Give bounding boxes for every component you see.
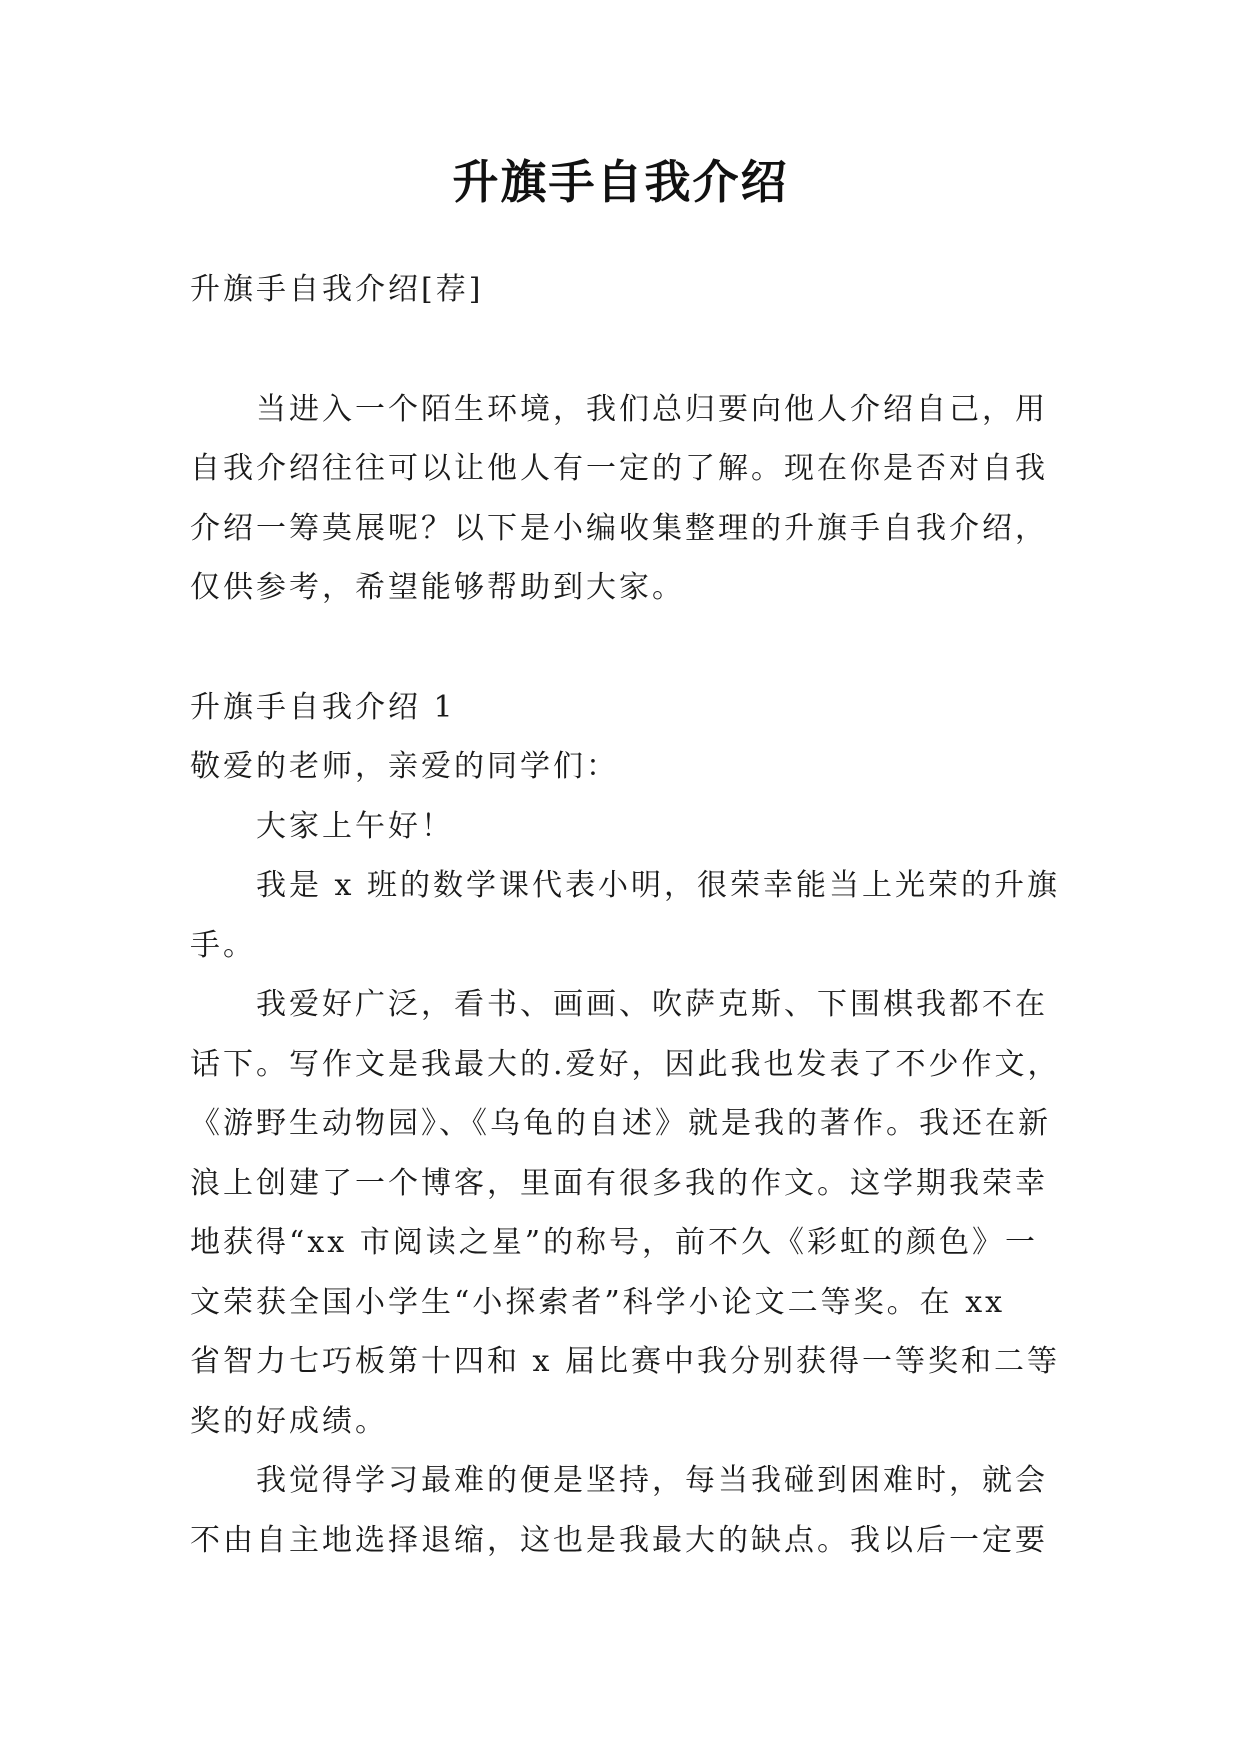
greeting: 大家上午好！: [256, 808, 454, 844]
paragraph-3: [190, 1451, 1070, 1570]
paragraph-1: [190, 856, 1070, 975]
paragraph-line: 浪上创建了一个博客，里面有很多我的作文。这学期我荣幸: [190, 1165, 1048, 1201]
paragraph-line: 仅供参考，希望能够帮助到大家。: [190, 570, 685, 605]
paragraph-line: 话下。写作文是我最大的.爱好，因此我也发表了不少作文，: [190, 1046, 1061, 1082]
paragraph-line: 《游野生动物园》、《乌龟的自述》就是我的著作。我还在新: [190, 1106, 1051, 1141]
paragraph-line: 我是 x 班的数学课代表小明，很荣幸能当上光荣的升旗: [256, 868, 1060, 903]
paragraph-line: 自我介绍往往可以让他人有一定的了解。现在你是否对自我: [190, 451, 1048, 486]
paragraph-line: 文荣获全国小学生“小探索者”科学小论文二等奖。在 xx: [190, 1284, 1006, 1320]
paragraph-line: 省智力七巧板第十四和 x 届比赛中我分别获得一等奖和二等: [190, 1344, 1060, 1379]
paragraph-2: [190, 975, 1070, 1451]
document-body: [190, 260, 1070, 1570]
paragraph-line: 手。: [190, 927, 256, 963]
salutation: 敬爱的老师，亲爱的同学们：: [190, 749, 619, 784]
paragraph-line: 介绍一筹莫展呢？以下是小编收集整理的升旗手自我介绍，: [190, 510, 1048, 546]
subtitle: 升旗手自我介绍[荐]: [190, 272, 484, 307]
document-title: 升旗手自我介绍: [452, 155, 789, 209]
intro-paragraph: [190, 380, 1070, 618]
paragraph-line: 我爱好广泛，看书、画画、吹萨克斯、下围棋我都不在: [256, 987, 1048, 1022]
paragraph-line: 奖的好成绩。: [190, 1403, 388, 1439]
paragraph-line: 不由自主地选择退缩，这也是我最大的缺点。我以后一定要: [190, 1522, 1048, 1558]
paragraph-line: 我觉得学习最难的便是坚持，每当我碰到困难时，就会: [256, 1463, 1048, 1498]
paragraph-line: 地获得“xx 市阅读之星”的称号，前不久《彩虹的颜色》一: [190, 1225, 1039, 1260]
paragraph-line: 当进入一个陌生环境，我们总归要向他人介绍自己，用: [256, 391, 1048, 427]
section-heading: 升旗手自我介绍 1: [190, 689, 456, 725]
